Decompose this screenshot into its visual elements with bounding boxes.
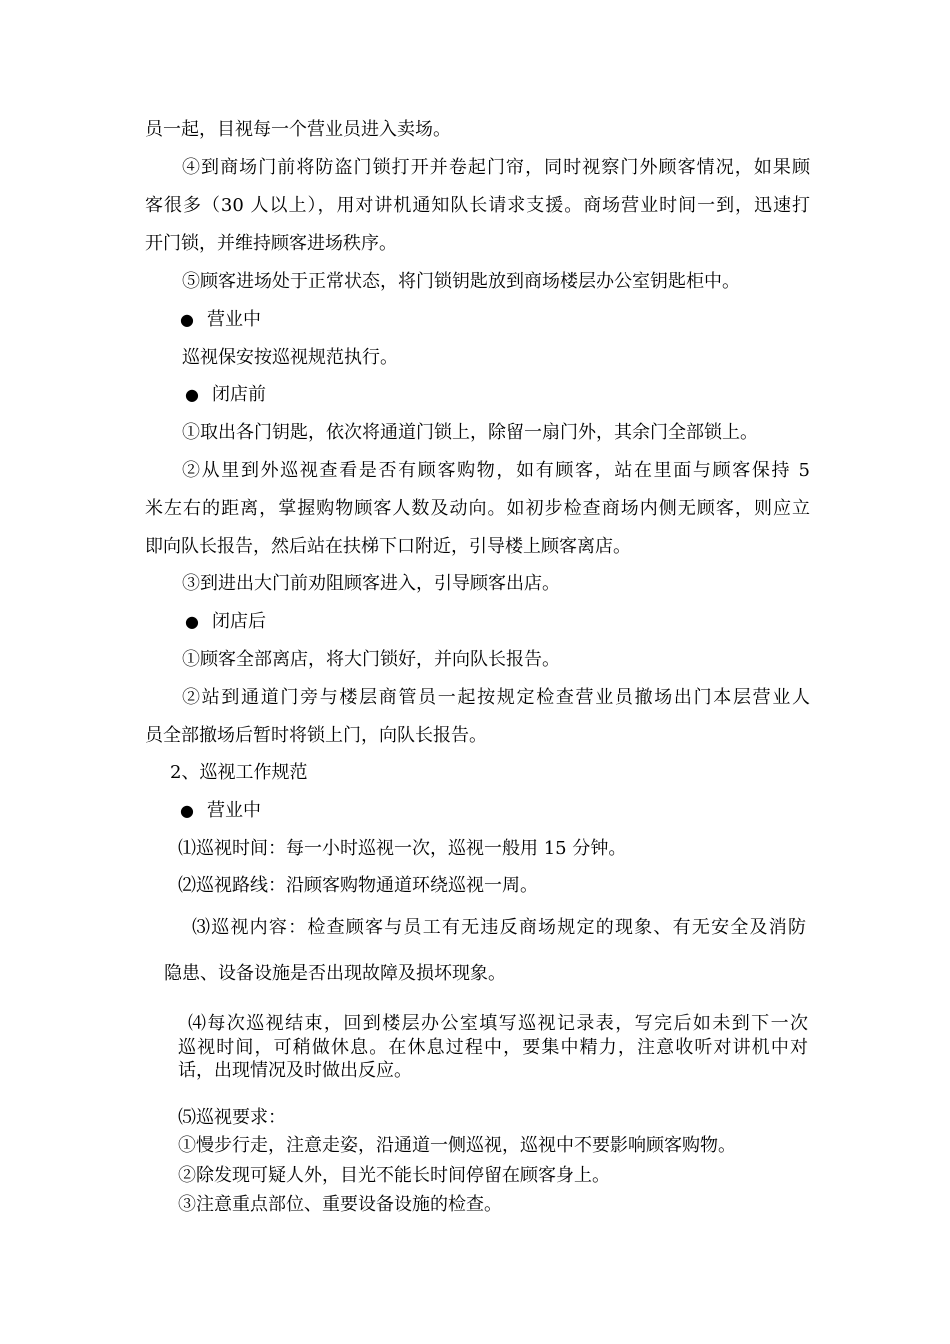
section-heading: ● 闭店前	[185, 384, 266, 405]
text-line: 开门锁，并维持顾客进场秩序。	[145, 233, 397, 254]
bullet-icon: ●	[180, 801, 194, 820]
bullet-icon: ●	[185, 612, 199, 631]
text-line: 客很多（30 人以上），用对讲机通知队长请求支援。商场营业时间一到，迅速打	[145, 195, 810, 216]
text-line: ③到进出大门前劝阻顾客进入，引导顾客出店。	[182, 573, 560, 594]
bullet-icon: ●	[180, 310, 194, 329]
text-line: 话，出现情况及时做出反应。	[178, 1060, 412, 1081]
text-line: ②站到通道门旁与楼层商管员一起按规定检查营业员撤场出门本层营业人	[182, 687, 810, 708]
text-line: 巡视保安按巡视规范执行。	[182, 347, 398, 368]
text-line: ③注意重点部位、重要设备设施的检查。	[178, 1194, 502, 1215]
bullet-icon: ●	[185, 385, 199, 404]
text-line: 即向队长报告，然后站在扶梯下口附近，引导楼上顾客离店。	[145, 536, 631, 557]
text-line: ④到商场门前将防盗门锁打开并卷起门帘，同时视察门外顾客情况，如果顾	[182, 157, 810, 178]
text-line: 隐患、设备设施是否出现故障及损坏现象。	[164, 963, 506, 984]
text-line: 员一起，目视每一个营业员进入卖场。	[145, 119, 451, 140]
section-heading: ● 营业中	[180, 309, 261, 330]
text-line: ⑸巡视要求：	[178, 1107, 286, 1128]
text-line: ①慢步行走，注意走姿，沿通道一侧巡视，巡视中不要影响顾客购物。	[178, 1135, 736, 1156]
section-heading: ● 营业中	[180, 800, 261, 821]
text-line: 员全部撤场后暂时将锁上门，向队长报告。	[145, 725, 487, 746]
section-heading: ● 闭店后	[185, 611, 266, 632]
text-line: ⑤顾客进场处于正常状态，将门锁钥匙放到商场楼层办公室钥匙柜中。	[182, 271, 740, 292]
text-line: ①取出各门钥匙，依次将通道门锁上，除留一扇门外，其余门全部锁上。	[182, 422, 758, 443]
text-line: 巡视时间，可稍做休息。在休息过程中，要集中精力，注意收听对讲机中对	[178, 1037, 808, 1058]
text-line: ①顾客全部离店，将大门锁好，并向队长报告。	[182, 649, 560, 670]
text-line: 米左右的距离，掌握购物顾客人数及动向。如初步检查商场内侧无顾客，则应立	[145, 498, 810, 519]
section-title: 2、巡视工作规范	[170, 762, 308, 783]
text-line: ⑵巡视路线：沿顾客购物通道环绕巡视一周。	[178, 875, 538, 896]
text-line: ⑷每次巡视结束，回到楼层办公室填写巡视记录表，写完后如未到下一次	[188, 1013, 808, 1034]
text-line: ⑴巡视时间：每一小时巡视一次，巡视一般用 15 分钟。	[178, 838, 627, 859]
text-line: ⑶巡视内容：检查顾客与员工有无违反商场规定的现象、有无安全及消防	[192, 917, 806, 938]
text-line: ②从里到外巡视查看是否有顾客购物，如有顾客，站在里面与顾客保持 5	[182, 460, 810, 481]
text-line: ②除发现可疑人外，目光不能长时间停留在顾客身上。	[178, 1165, 610, 1186]
